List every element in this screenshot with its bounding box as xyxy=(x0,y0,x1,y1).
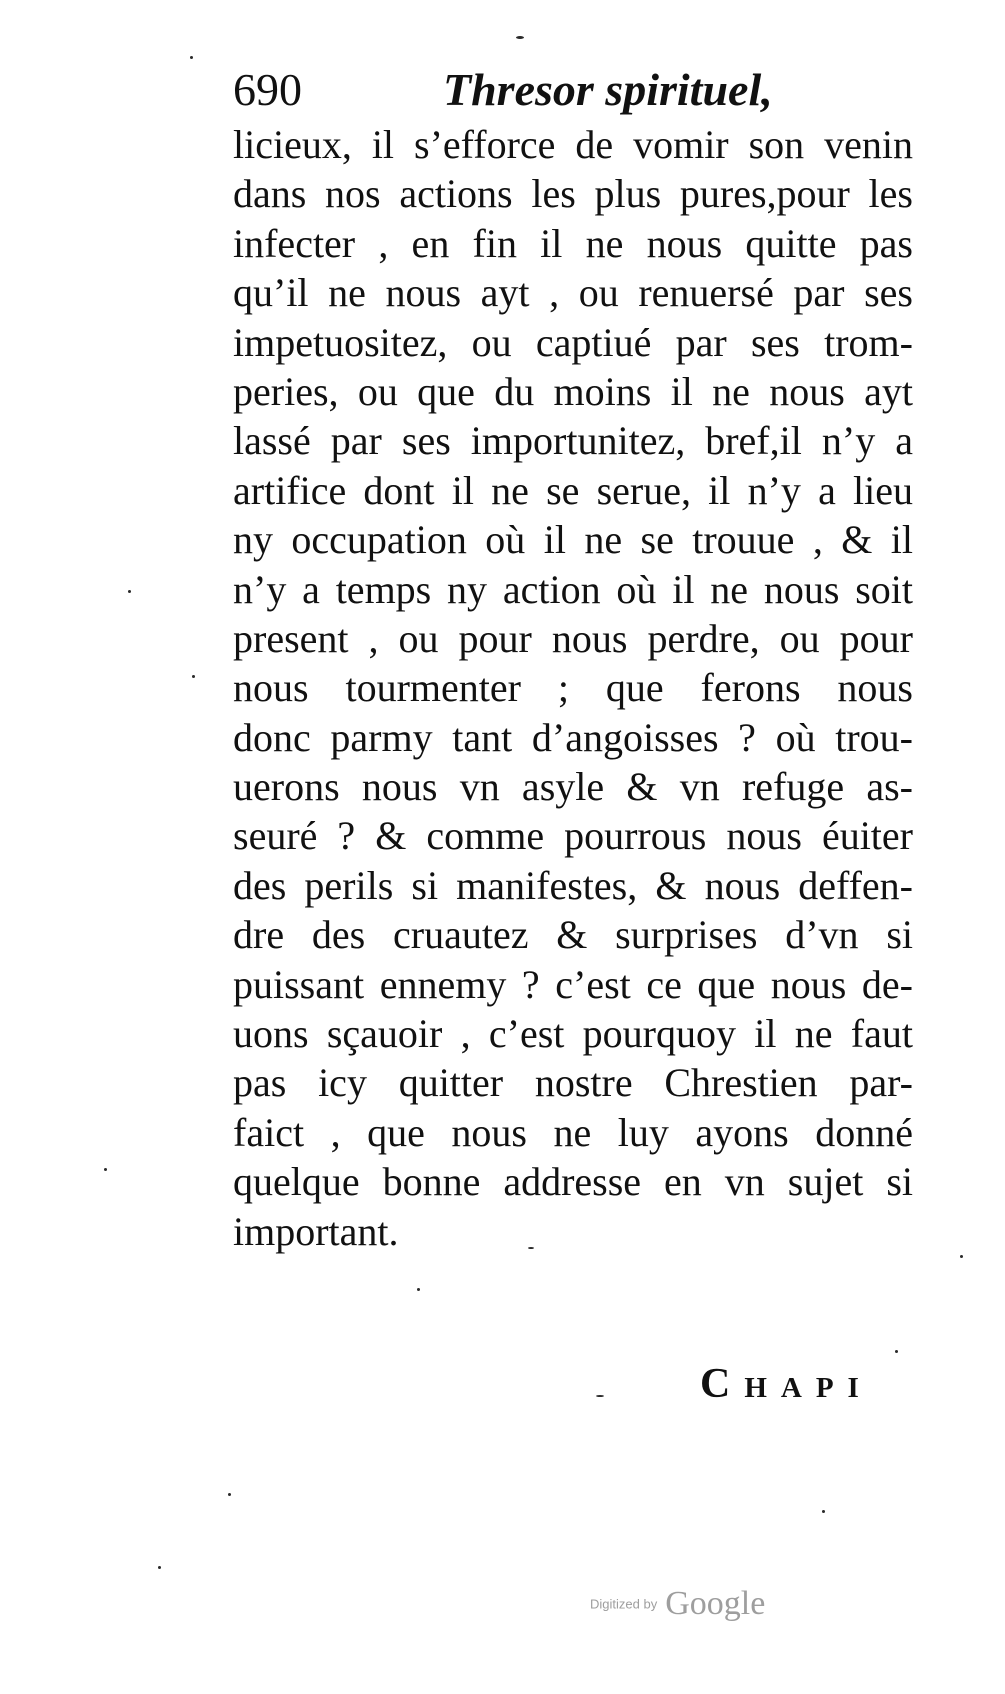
watermark-prefix: Digitized by xyxy=(590,1596,658,1612)
print-speck xyxy=(528,1247,534,1249)
text-line: impetuositez, ou captiué par ses trom- xyxy=(233,319,913,365)
print-speck xyxy=(960,1255,963,1258)
text-line: dans nos actions les plus pures,pour les xyxy=(233,171,913,217)
text-line: artifice dont il ne se serue, il n’y a lieu xyxy=(233,467,913,513)
running-title: Thresor spirituel, xyxy=(443,64,773,115)
print-speck xyxy=(417,1288,420,1291)
print-speck xyxy=(104,1168,107,1171)
print-speck xyxy=(192,675,195,678)
print-speck xyxy=(822,1510,825,1513)
text-line: des perils si manifestes, & nous deffen- xyxy=(233,862,913,908)
text-line: faict , que nous ne luy ayons donné xyxy=(233,1109,913,1155)
digitized-watermark xyxy=(590,1585,810,1635)
print-speck xyxy=(228,1493,231,1496)
running-head xyxy=(233,60,793,120)
text-line: pas icy quitter nostre Chrestien par- xyxy=(233,1060,913,1106)
print-speck xyxy=(158,1566,161,1569)
text-line: infecter , en fin il ne nous quitte pas xyxy=(233,220,913,266)
print-speck xyxy=(596,1395,604,1397)
text-line: quelque bonne addresse en vn sujet si xyxy=(233,1159,913,1205)
text-line: seuré ? & comme pourrous nous éuiter xyxy=(233,813,913,859)
text-line: n’y a temps ny action où il ne nous soit xyxy=(233,566,913,612)
text-line: puissant ennemy ? c’est ce que nous de- xyxy=(233,961,913,1007)
watermark-brand: Google xyxy=(665,1585,766,1622)
text-line: lassé par ses importunitez, bref,il n’y a xyxy=(233,418,913,464)
text-line: peries, ou que du moins il ne nous ayt xyxy=(233,368,913,414)
body-text xyxy=(233,120,913,1256)
text-line: uerons nous vn asyle & vn refuge as- xyxy=(233,764,913,810)
text-line: nous tourmenter ; que ferons nous xyxy=(233,665,913,711)
text-line: dre des cruautez & surprises d’vn si xyxy=(233,912,913,958)
catchword: Chapi xyxy=(700,1361,873,1407)
print-speck xyxy=(895,1350,898,1353)
text-line: qu’il ne nous ayt , ou renuersé par ses xyxy=(233,270,913,316)
text-line: licieux, il s’efforce de vomir son venin xyxy=(233,122,913,167)
page-number: 690 xyxy=(233,64,302,115)
text-line: ny occupation où il ne se trouue , & il xyxy=(233,517,913,563)
text-line: donc parmy tant d’angoisses ? où trou- xyxy=(233,714,913,760)
text-line: uons sçauoir , c’est pourquoy il ne faut xyxy=(233,1011,913,1057)
print-speck xyxy=(128,590,131,593)
print-speck xyxy=(516,36,524,39)
print-speck xyxy=(190,56,193,59)
text-line: present , ou pour nous perdre, ou pour xyxy=(233,615,913,661)
text-line: important. xyxy=(233,1208,399,1254)
